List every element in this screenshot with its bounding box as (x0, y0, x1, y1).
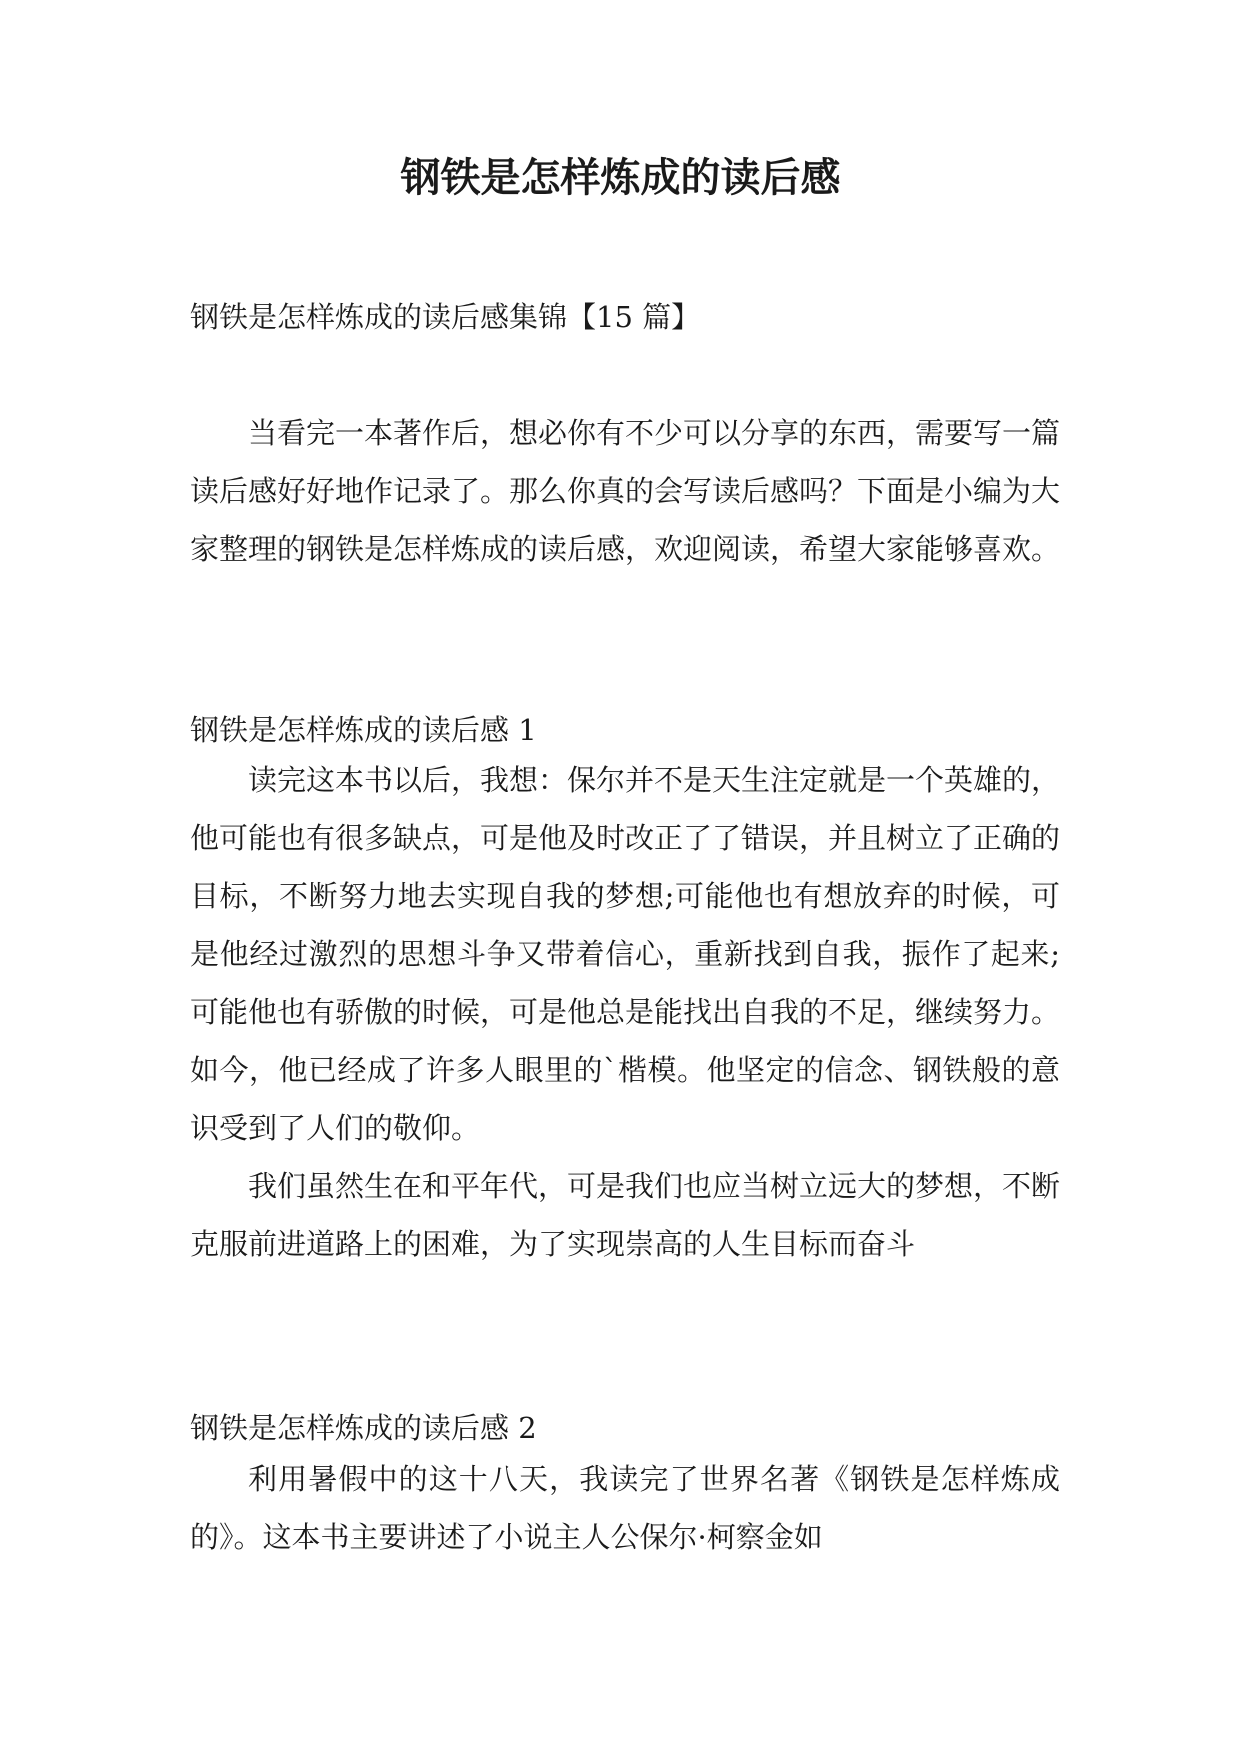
section-1-paragraph-2: 我们虽然生在和平年代，可是我们也应当树立远大的梦想，不断克服前进道路上的困难，为了实现崇高的人生目标而奋斗 (190, 1169, 1061, 1261)
section-heading-1: 钢铁是怎样炼成的读后感 1 (190, 713, 537, 747)
section-body-1 (190, 751, 1060, 1273)
section-body-2 (190, 1450, 1060, 1566)
section-2-paragraph-1: 利用暑假中的这十八天，我读完了世界名著《钢铁是怎样炼成的》。这本书主要讲述了小说主人公保尔·柯察金如 (190, 1462, 1060, 1554)
document-title: 钢铁是怎样炼成的读后感 (400, 155, 841, 201)
intro-section (190, 404, 1060, 578)
document-subtitle: 钢铁是怎样炼成的读后感集锦【15 篇】 (190, 300, 701, 334)
section-heading-2: 钢铁是怎样炼成的读后感 2 (190, 1411, 537, 1445)
section-1-paragraph-1: 读完这本书以后，我想：保尔并不是天生注定就是一个英雄的，他可能也有很多缺点，可是他及时改正了了错误，并且树立了正确的目标，不断努力地去实现自我的梦想;可能他也有想放弃的时候，可是他经过激烈的思想斗争又带着信心，重新找到自我，振作了起来;可能他也有骄傲的时候，可是他总是能找出自我的不足，继续努力。如今，他已经成了许多人眼里的`楷模。他坚定的信念、钢铁般的意识受到了人们的敬仰。 (190, 763, 1061, 1145)
intro-paragraph: 当看完一本著作后，想必你有不少可以分享的东西，需要写一篇读后感好好地作记录了。那么你真的会写读后感吗？下面是小编为大家整理的钢铁是怎样炼成的读后感，欢迎阅读，希望大家能够喜欢。 (190, 416, 1061, 566)
